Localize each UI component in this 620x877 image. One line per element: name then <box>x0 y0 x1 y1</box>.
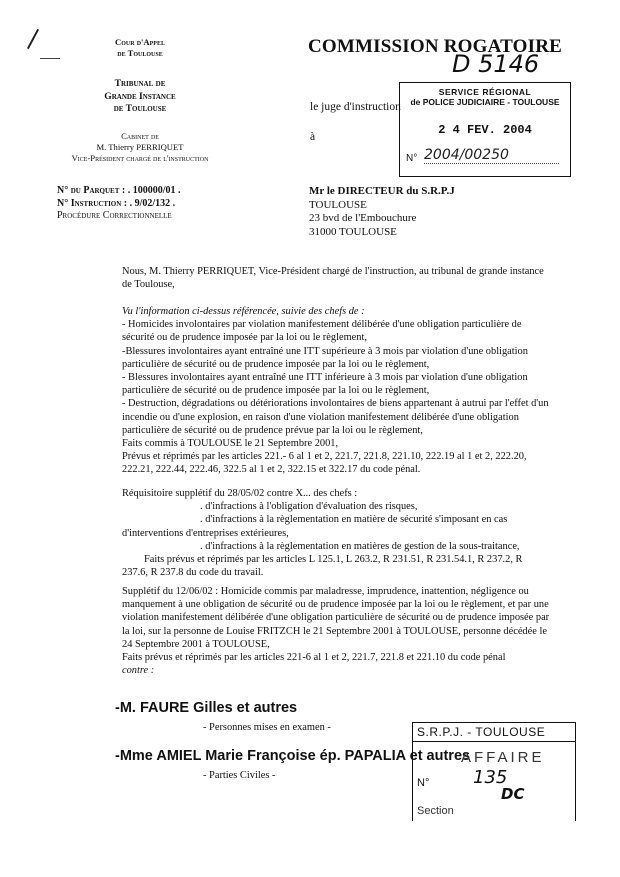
req-faits: Faits prévus et réprimés par les articles L 125.1, L 263.2, R 231.51, R 231.54.1, R 237.2, R <box>144 554 523 566</box>
req-line: . d'infractions à l'obligation d'évaluation des risques, <box>200 501 418 513</box>
supp-line: Supplétif du 12/06/02 : Homicide commis par maladresse, imprudence, inattention, négligence ou <box>122 586 529 597</box>
charge-line: particulière de sécurité ou de prudence prévue par la loi ou le règlement, <box>122 424 423 436</box>
cabinet-block <box>40 131 240 164</box>
intro-line1: Nous, M. Thierry PERRIQUET, Vice-Président chargé de l'instruction, au tribunal de grande instance <box>122 266 544 277</box>
reception-stamp <box>399 82 571 177</box>
charge-line: - Destruction, dégradations ou détériorations involontaires de biens appartenant à autrui par l'effet d'un <box>122 398 549 410</box>
charge-line: -Blessures involontaires ayant entraîné une ITT supérieure à 3 mois par violation d'une obligation <box>122 345 528 357</box>
court-line2: de Toulouse <box>117 48 163 58</box>
req-continuation: d'interventions d'entreprises extérieures, <box>122 527 289 539</box>
req-title: Réquisitoire supplétif du 28/05/02 contre X... des chefs : <box>122 488 358 499</box>
tribunal-line3: de Toulouse <box>113 103 167 114</box>
recipient-line4: 31000 TOULOUSE <box>309 225 397 238</box>
civil-party: -Mme AMIEL Marie Françoise ép. PAPALIA et autres <box>115 748 471 764</box>
stamp-line2: de POLICE JUDICIAIRE - TOULOUSE <box>410 97 560 107</box>
stamp-line1: SERVICE RÉGIONAL <box>438 87 532 97</box>
tribunal-line2: Grande Instance <box>104 90 176 102</box>
srpj-stamp-initials: DC <box>501 785 525 803</box>
charge-line: 222.21, 222.44, 222.46, 322.5 al 1 et 2, 322.15 et 322.17 du code pénal. <box>122 464 421 476</box>
charge-line: sécurité ou de prudence imposée par la loi ou le règlement, <box>122 332 367 344</box>
supp-line: la loi, sur la personne de Louise FRITZCH le 21 Septembre 2001 à TOULOUSE, personne décédée le <box>122 625 547 637</box>
stamp-date: 2 4 FEV. 2004 <box>438 123 532 137</box>
intro-paragraph <box>122 265 594 291</box>
tribunal-block <box>55 78 225 116</box>
recipient-line1: Mr le DIRECTEUR du S.R.P.J <box>309 185 455 197</box>
suppletif-paragraph <box>122 585 594 677</box>
accused-party: -M. FAURE Gilles et autres <box>115 700 298 716</box>
supp-line: violation manifestement délibérée d'une obligation particulière de sécurité ou de prudence imposée par <box>122 612 550 624</box>
srpj-stamp-divider <box>413 741 575 742</box>
document-title: COMMISSION ROGATOIRE <box>308 36 563 57</box>
tribunal-line1: Tribunal de <box>114 78 166 89</box>
stamp-number-value: 2004/00250 <box>424 147 559 164</box>
req-line: . d'infractions à la règlementation en matière de sécurité s'imposant en cas <box>200 514 508 526</box>
charge-line: Prévus et réprimés par les articles 221.- 6 al 1 et 2, 221.7, 221.8, 221.10, 222.19 al 1 et 2, 222.20, <box>122 451 527 463</box>
srpj-stamp <box>412 722 576 821</box>
recipient-block <box>309 185 455 239</box>
cabinet-line3: Vice-Président chargé de l'instruction <box>71 153 209 163</box>
srpj-stamp-n-label: N° <box>417 777 430 789</box>
accused-role: - Personnes mises en examen - <box>203 722 331 733</box>
procedure-type: Procédure Correctionnelle <box>57 210 172 221</box>
stamp-number-label: N° <box>406 153 418 164</box>
srpj-stamp-affaire: AFFAIRE <box>461 749 545 766</box>
charge-line: - Homicides involontaires par violation manifestement délibérée d'une obligation particulière de <box>122 319 522 331</box>
recipient-line3: 23 bvd de l'Embouchure <box>309 212 417 224</box>
charge-line: particulière de sécurité ou de prudence imposée par la loi ou le règlement, <box>122 385 430 397</box>
charge-line: particulière de sécurité ou de prudence imposée par la loi ou le règlement, <box>122 358 430 370</box>
court-block <box>55 37 225 59</box>
court-line1: Cour d'Appel <box>115 37 165 47</box>
instruction-number: N° Instruction : . 9/02/132 . <box>57 197 176 209</box>
supp-line: Faits prévus et réprimés par les articles 221-6 al 1 et 2, 221.7, 221.8 et 221.10 du code pénal <box>122 652 506 664</box>
sender-a: à <box>310 131 316 143</box>
sender-line: le juge d'instruction <box>310 101 401 113</box>
margin-slash-mark <box>27 29 39 49</box>
case-refs <box>57 185 181 223</box>
srpj-stamp-line1: S.R.P.J. - TOULOUSE <box>417 725 546 739</box>
req-faits-cont: 237.6, R 237.8 du code du travail. <box>122 567 264 579</box>
recipient-line2: TOULOUSE <box>309 198 367 211</box>
charge-line: - Blessures involontaires ayant entraîné une ITT inférieure à 3 mois par violation d'une obligation <box>122 372 528 384</box>
parquet-number: N° du Parquet : . 100000/01 . <box>57 185 181 196</box>
handwritten-reference: D 5146 <box>452 50 540 78</box>
intro-line2: de Toulouse, <box>122 279 175 291</box>
supp-line: 24 Septembre 2001 à TOULOUSE, <box>122 638 270 650</box>
cabinet-line1: Cabinet de <box>121 131 159 141</box>
charges-paragraph <box>122 305 594 477</box>
requisitoire-paragraph <box>122 487 594 579</box>
charge-line: incendie ou d'une explosion, en raison d'une violation manifestement délibérée d'une obligation <box>122 411 519 423</box>
contre-label: contre : <box>122 665 155 677</box>
cabinet-line2: M. Thierry PERRIQUET <box>96 142 184 152</box>
req-line: . d'infractions à la règlementation en matières de gestion de la sous-traitance, <box>200 540 520 552</box>
supp-line: manquement à une obligation de sécurité ou de prudence imposée par la loi ou le règlement, et par une <box>122 599 549 611</box>
vu-line: Vu l'information ci-dessus référencée, suivie des chefs de : <box>122 306 365 317</box>
charge-line: Faits commis à TOULOUSE le 21 Septembre 2001, <box>122 438 339 450</box>
civil-role: - Parties Civiles - <box>203 770 276 781</box>
srpj-stamp-section: Section <box>417 805 454 817</box>
srpj-stamp-n-value: 135 <box>473 767 508 788</box>
